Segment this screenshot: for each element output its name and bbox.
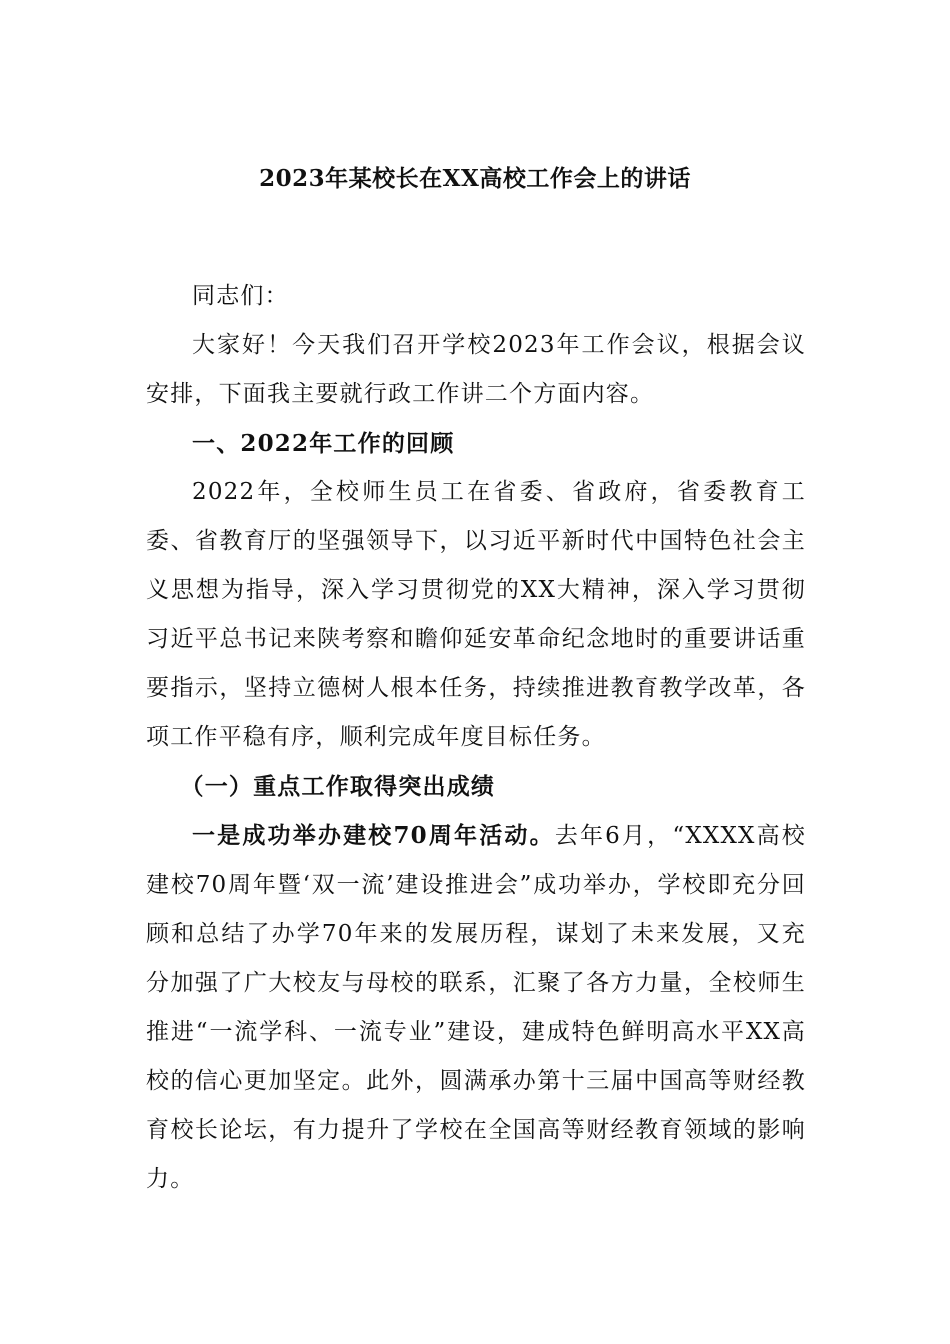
- subsection-heading-1: （一）重点工作取得突出成绩: [180, 773, 496, 800]
- item-1-text: 去年6月，“XXXX高校建校70周年暨‘双一流’建设推进会”成功举办，学校即充分回顾和总结了办学70年来的发展历程，谋划了未来发展，又充分加强了广大校友与母校的联系，汇聚了各方力量，全校师生推进“一流学科、一流专业”建设，建成特色鲜明高水平XX高校的信心更加坚定。此外，圆满承办第十三届中国高等财经教育校长论坛，有力提升了学校在全国高等财经教育领域的影响力。: [146, 823, 806, 1192]
- intro-paragraph: 大家好！今天我们召开学校2023年工作会议，根据会议安排，下面我主要就行政工作讲二个方面内容。: [146, 332, 806, 407]
- item-1-lead: 一是成功举办建校70周年活动。: [192, 822, 555, 849]
- item-1-paragraph: [146, 811, 806, 1204]
- salutation: 同志们：: [192, 283, 289, 309]
- section-heading-1: 一、2022年工作的回顾: [192, 430, 455, 457]
- section-1-paragraph: 2022年，全校师生员工在省委、省政府，省委教育工委、省教育厅的坚强领导下，以习近平新时代中国特色社会主义思想为指导，深入学习贯彻党的XX大精神，深入学习贯彻习近平总书记来陕考察和瞻仰延安革命纪念地时的重要讲话重要指示，坚持立德树人根本任务，持续推进教育教学改革，各项工作平稳有序，顺利完成年度目标任务。: [146, 479, 806, 750]
- document-body: [146, 272, 806, 1204]
- document-title: 2023年某校长在XX高校工作会上的讲话: [259, 165, 691, 192]
